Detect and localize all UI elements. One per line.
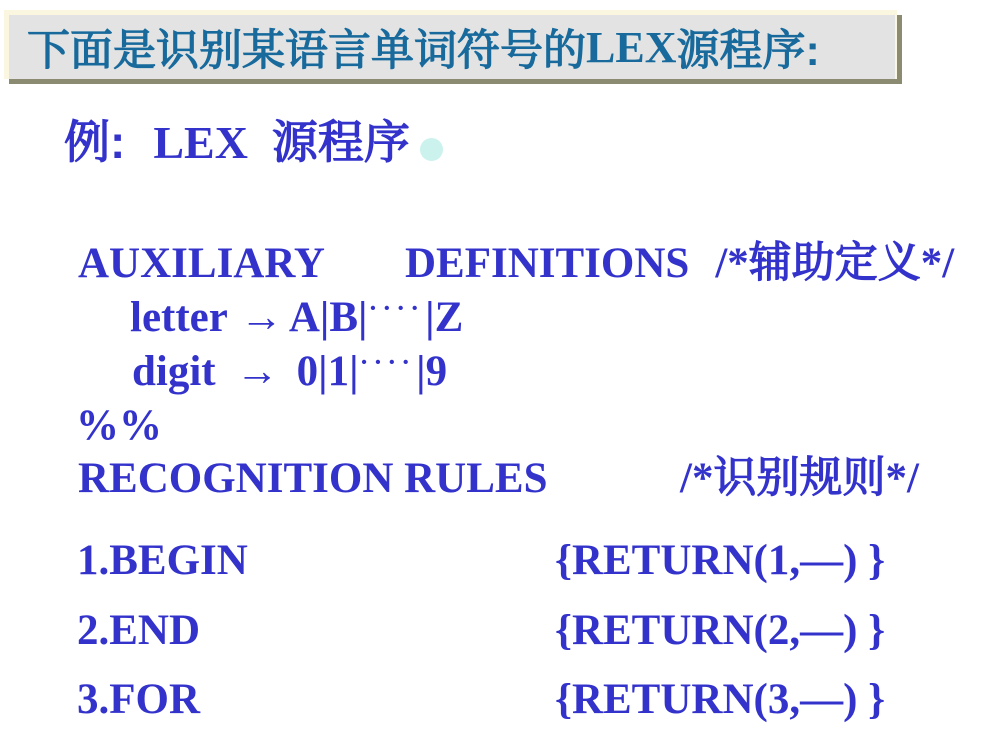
recognition-rules-line [78,455,978,502]
letter-rule-line [130,294,463,341]
ellipsis-dots: ···· [359,346,416,377]
arrow-icon: → [239,294,283,341]
aux-comment-open: /* [715,240,749,287]
digit-rule-line [132,348,447,395]
aux-keyword-2: DEFINITIONS [404,240,690,287]
rule-row [77,537,957,585]
recognition-comment-text: 识别规则 [713,454,886,502]
rule-action: {RETURN(3,—) } [555,676,886,723]
section-separator: %% [76,402,162,449]
ellipsis-dots: ···· [368,292,425,323]
heading-label-en: LEX [153,117,248,168]
letter-rhs-a: A|B| [288,294,368,341]
digit-lhs: digit [132,348,216,395]
rule-action: {RETURN(2,—) } [555,607,886,654]
aux-definitions-line [78,240,954,287]
aux-keyword-1: AUXILIARY [78,240,325,287]
recognition-keyword: RECOGNITION RULES [78,455,548,502]
digit-rhs-b: |9 [416,348,448,395]
recognition-comment [680,455,919,502]
heading-label-cn2: 源程序 [271,116,410,168]
rule-pattern: 1.BEGIN [77,537,248,584]
bullet-dot-icon [420,138,443,161]
arrow-icon: → [235,348,279,395]
title-text-cn2: 源程序: [676,26,820,75]
aux-comment-text: 辅助定义 [748,239,921,287]
example-heading [64,117,443,169]
aux-comment-close: */ [920,240,955,287]
recognition-comment-open: /* [680,455,714,502]
recognition-comment-close: */ [885,455,919,502]
rule-row [77,676,957,724]
title-bar [4,10,897,79]
rule-pattern: 2.END [77,607,201,654]
digit-rhs-a: 0|1| [296,348,359,395]
title-text-cn1: 下面是识别某语言单词符号的 [27,26,586,75]
rule-action: {RETURN(1,—) } [555,537,886,584]
letter-lhs: letter [130,294,228,341]
letter-rhs-b: |Z [425,294,464,341]
title-text-en: LEX [586,22,677,72]
rule-pattern: 3.FOR [77,676,201,723]
rule-row [77,607,957,655]
heading-label-cn1: 例: [64,116,126,168]
